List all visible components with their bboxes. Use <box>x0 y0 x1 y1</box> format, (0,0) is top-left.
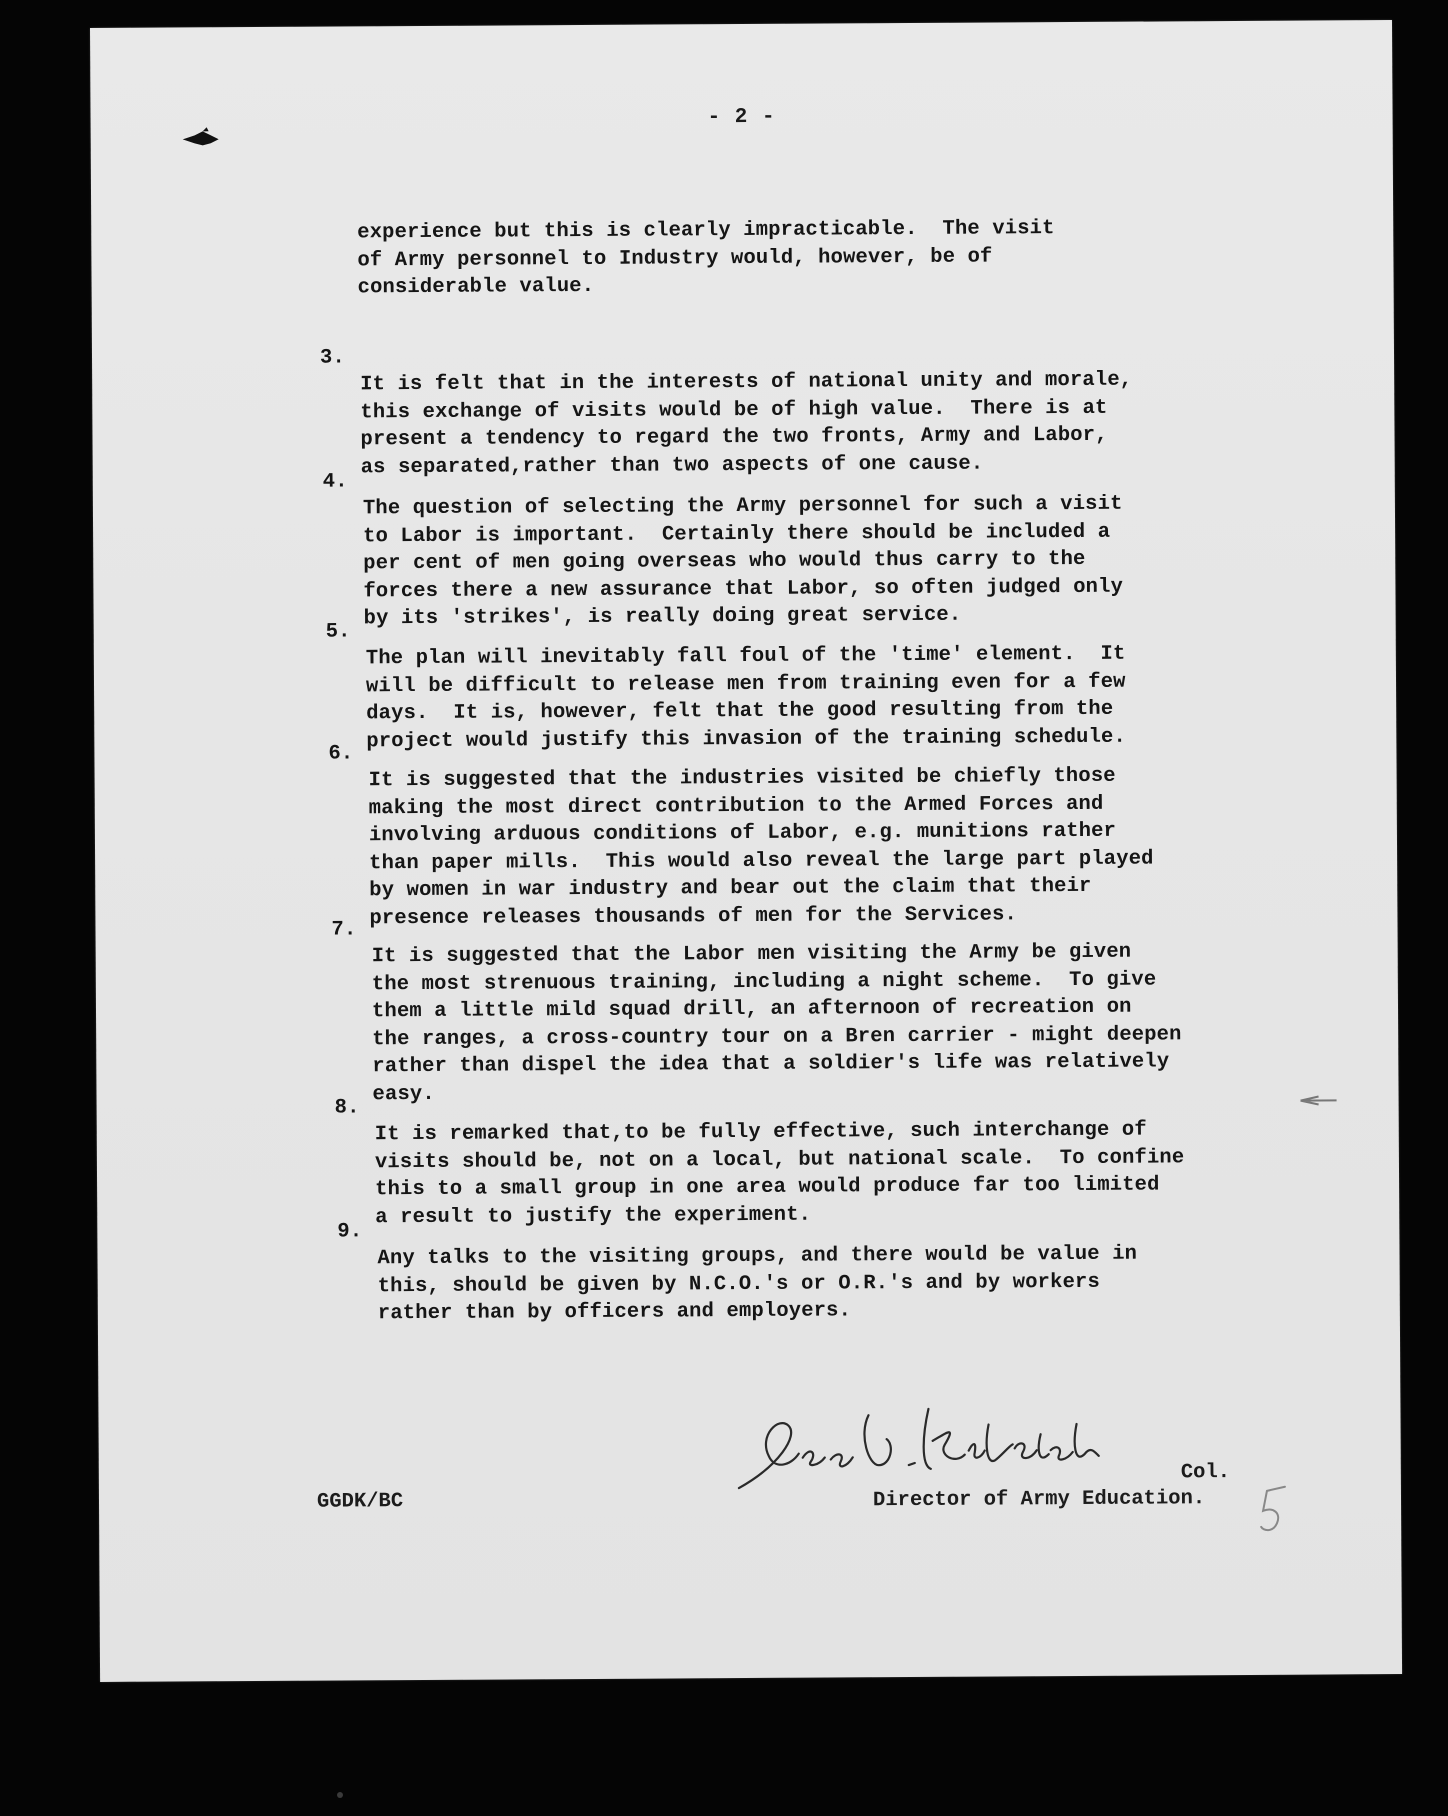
document-page <box>90 20 1402 1682</box>
continuation-paragraph: experience but this is clearly impracticable. The visit of Army personnel to Industry would, however, be of considerable value. <box>357 217 1055 300</box>
paragraph-4 <box>322 434 1324 631</box>
page-number: - 2 - <box>707 105 776 130</box>
paragraph-number: 6. <box>328 741 354 766</box>
handwritten-page-mark <box>1249 1481 1299 1541</box>
paragraph-text: The plan will inevitably fall foul of the 'time' element. It will be difficult to release men from training even for a few days. It is, however, felt that the good resulting from the project would justify this invasion of the training schedule. <box>365 642 1126 753</box>
paragraph-7 <box>331 882 1332 1106</box>
paragraph-text: It is felt that in the interests of national unity and morale, this exchange of visits would be of high value. There is at present a tendency to regard the two fronts, Army and Labor, as separated,rather than two aspects of one cause. <box>360 368 1133 479</box>
paragraph-number: 7. <box>331 917 357 942</box>
paragraph-number: 9. <box>337 1219 363 1244</box>
paragraph-text: It is suggested that the Labor men visiting the Army be given the most strenuous training, including a night scheme. To give them a little mild squad drill, an afternoon of recreation on the ranges, a cross-country tour on a Bren carrier - might deepen rather than dispel the idea that a soldier's life was relatively easy. <box>371 940 1182 1106</box>
paragraph-text: It is suggested that the industries visited be chiefly those making the most direct contribution to the Armed Forces and involving arduous conditions of Labor, e.g. munitions rather than paper mills. This would also reveal the large part played by women in war industry and bear out the claim that their presence releases thousands of men for the Services. <box>368 764 1154 930</box>
signatory-rank: Col. <box>1180 1461 1231 1485</box>
paragraph-text: Any talks to the visiting groups, and there would be value in this, should be given by N.C.O.'s or O.R.'s and by workers rather than by officers and employers. <box>377 1242 1138 1326</box>
paragraph-6 <box>328 706 1329 930</box>
paragraph-text: It is remarked that,to be fully effective, such interchange of visits should be, not on a local, but national scale. To confine this to a small group in one area would produce far too limited a result to justify the experiment. <box>374 1118 1185 1229</box>
paragraph-text: The question of selecting the Army personnel for such a visit to Labor is important. Certainly there should be included a per cent of men going overseas who would thus carry to the forces there a new assurance that Labor, so often judged only by its 'strikes', is really doing great service. <box>362 492 1124 631</box>
signatory-title: Director of Army Education. <box>872 1487 1206 1513</box>
paragraph-number: 8. <box>334 1095 360 1120</box>
body-text <box>90 20 1395 1326</box>
paragraph-number: 5. <box>325 619 351 644</box>
paragraph-5 <box>325 584 1326 753</box>
left-arrow-icon <box>1297 1090 1357 1110</box>
paragraph-8 <box>334 1060 1335 1229</box>
paragraph-number: 4. <box>322 469 348 494</box>
paragraph-9 <box>337 1184 1338 1326</box>
reference-code: GGDK/BC <box>316 1490 404 1514</box>
dust-speck <box>335 1790 345 1800</box>
paragraph-3 <box>319 310 1321 479</box>
paragraph-number: 3. <box>319 345 345 370</box>
